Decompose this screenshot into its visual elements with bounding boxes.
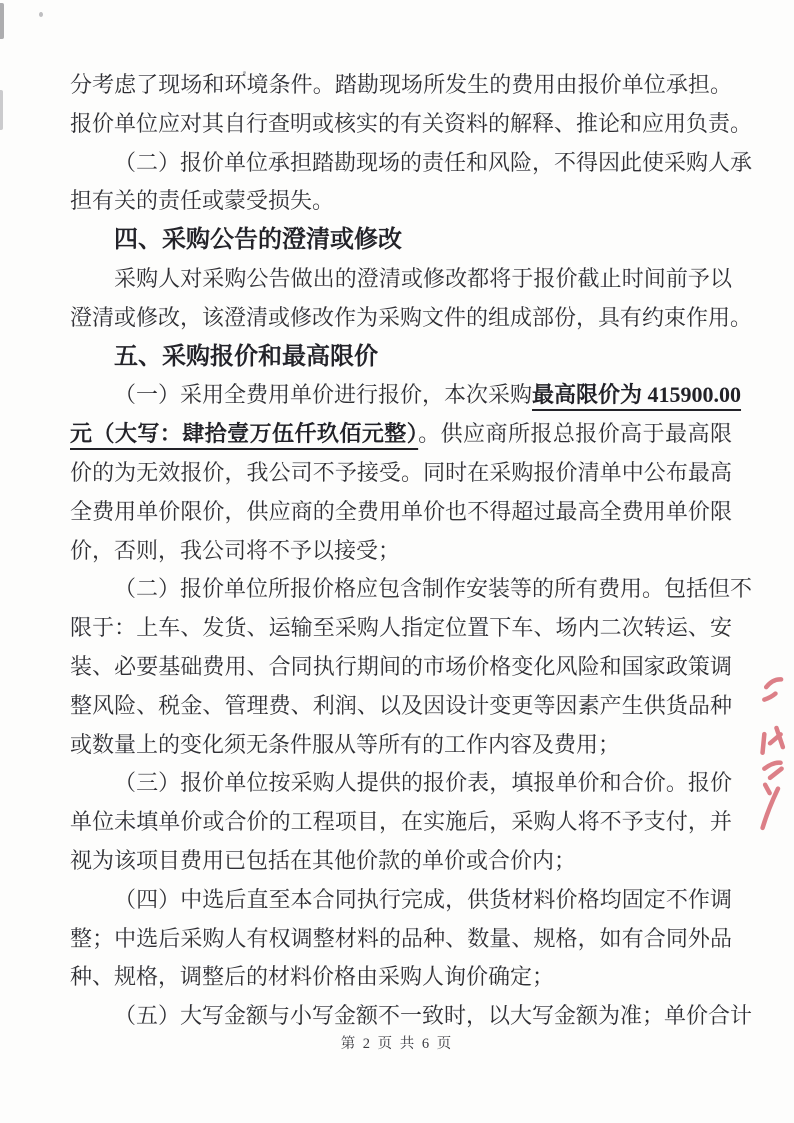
text-line xyxy=(70,182,732,221)
page-footer xyxy=(0,1032,794,1053)
text-segment: 五、采购报价和最高限价 xyxy=(114,342,378,370)
text-segment: 担有关的责任或蒙受损失。 xyxy=(70,188,335,214)
paragraph xyxy=(70,570,753,764)
text-segment: 采购人对采购公告做出的澄清或修改都将于报价截止时间前予以 xyxy=(114,265,732,291)
price-limit-emphasis-text: 元（大写：肆拾壹万伍仟玖佰元整） xyxy=(70,421,419,447)
paragraph xyxy=(70,144,753,222)
text-line xyxy=(70,687,732,726)
paragraph xyxy=(70,260,753,338)
paragraph xyxy=(70,764,732,880)
text-segment: 四、采购公告的澄清或修改 xyxy=(114,226,402,254)
text-segment: （四）中选后直至本合同执行完成，供货材料价格均固定不作调 xyxy=(114,886,732,912)
paragraph xyxy=(70,376,742,570)
text-segment: （三）报价单位按采购人提供的报价表，填报单价和合价。报价 xyxy=(114,770,732,796)
text-segment: 分考虑了现场和环境条件。踏勘现场所发生的费用由报价单位承担。 xyxy=(70,72,732,97)
document-body xyxy=(70,66,753,1036)
text-line xyxy=(70,609,732,648)
text-line xyxy=(70,299,753,338)
section-heading xyxy=(70,338,732,377)
text-line xyxy=(70,144,753,183)
text-line xyxy=(70,454,732,493)
text-segment: 种、规格，调整后的材料价格由采购人询价确定； xyxy=(70,964,555,990)
text-line xyxy=(70,648,732,687)
text-line xyxy=(70,221,732,260)
text-segment: 报价单位应对其自行查明或核实的有关资料的解释、推论和应用负责。 xyxy=(70,110,753,136)
text-segment: 单位未填单价或合价的工程项目，在实施后，采购人将不予支付，并 xyxy=(70,809,732,835)
text-line xyxy=(70,920,732,959)
text-line xyxy=(70,338,732,377)
text-line xyxy=(70,415,732,454)
text-segment: 限于：上车、发货、运输至采购人指定位置下车、场内二次转运、安 xyxy=(70,615,732,641)
section-heading xyxy=(70,221,732,260)
scanner-edge-mark xyxy=(0,3,4,39)
text-line xyxy=(70,66,732,105)
text-line xyxy=(70,958,732,997)
paragraph xyxy=(70,997,753,1036)
page-number-text: 第 2 页 共 6 页 xyxy=(340,1036,454,1052)
text-segment: （二）报价单位所报价格应包含制作安装等的所有费用。包括但不 xyxy=(114,576,753,602)
scanner-edge-mark xyxy=(0,90,3,130)
text-segment: 装、必要基础费用、合同执行期间的市场价格变化风险和国家政策调 xyxy=(70,653,732,679)
text-line xyxy=(70,260,732,299)
text-segment: 澄清或修改，该澄清或修改作为采购文件的组成部份，具有约束作用。 xyxy=(70,304,753,330)
text-segment: 价，否则，我公司将不予以接受； xyxy=(70,537,401,563)
text-segment: （一）采用全费用单价进行报价，本次采购 xyxy=(114,382,533,408)
text-segment: 全费用单价限价，供应商的全费用单价也不得超过最高全费用单价限 xyxy=(70,498,732,524)
text-line xyxy=(70,376,742,415)
text-line xyxy=(70,803,732,842)
paragraph xyxy=(70,66,753,144)
text-segment: （二）报价单位承担踏勘现场的责任和风险，不得因此使采购人承 xyxy=(114,149,753,175)
text-line xyxy=(70,493,732,532)
text-line xyxy=(70,881,732,920)
text-segment: 。供应商所报总报价高于最高限 xyxy=(418,421,732,447)
text-segment: 整；中选后采购人有权调整材料的品种、数量、规格，如有合同外品 xyxy=(70,925,732,951)
text-segment: 价的为无效报价，我公司不予接受。同时在采购报价清单中公布最高 xyxy=(70,459,732,485)
text-line xyxy=(70,842,732,881)
text-line xyxy=(70,997,753,1036)
price-limit-emphasis-text: 最高限价为 415900.00 xyxy=(532,382,742,408)
text-line xyxy=(70,726,732,765)
text-segment: 整风险、税金、管理费、利润、以及因设计变更等因素产生供货品种 xyxy=(70,692,732,718)
text-line xyxy=(70,764,732,803)
text-line xyxy=(70,570,753,609)
text-segment: 或数量上的变化须无条件服从等所有的工作内容及费用； xyxy=(70,731,621,757)
paragraph xyxy=(70,881,732,997)
scanner-speck xyxy=(39,12,43,17)
text-segment: （五）大写金额与小写金额不一致时，以大写金额为准；单价合计 xyxy=(114,1003,753,1029)
red-seal-fragment xyxy=(734,676,794,834)
text-segment: 视为该项目费用已包括在其他价款的单价或合价内； xyxy=(70,847,577,873)
text-line xyxy=(70,532,732,571)
text-line xyxy=(70,105,753,144)
